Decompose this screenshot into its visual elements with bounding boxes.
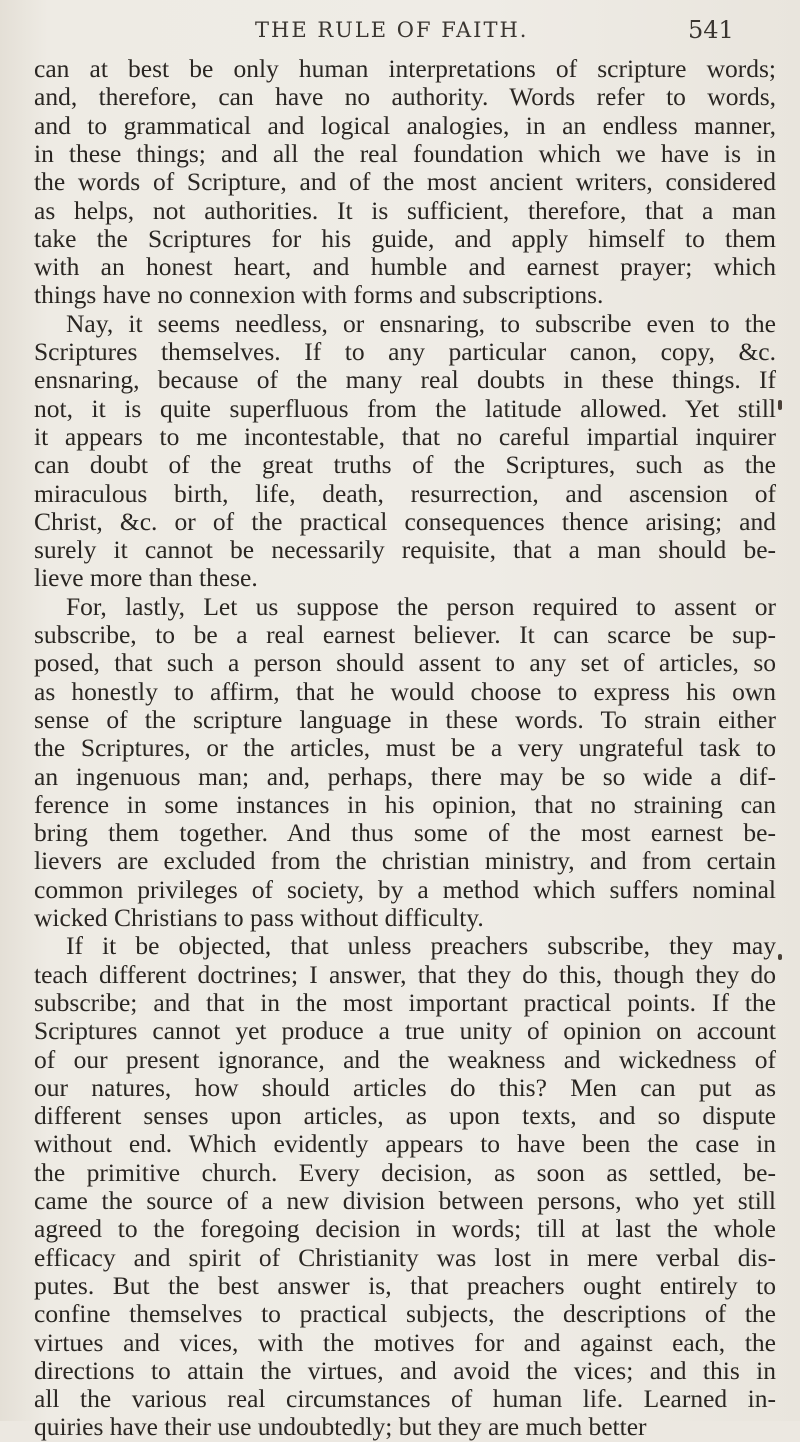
text-line: and to grammatical and logical analogies, in an endless manner, xyxy=(34,110,776,140)
text-line: ference in some instances in his opinion, that no straining can xyxy=(34,789,776,819)
text-line: putes. But the best answer is, that preachers ought entirely to xyxy=(34,1270,776,1300)
text-line: it appears to me incontestable, that no careful impartial inquirer xyxy=(34,421,776,451)
text-line: subscribe; and that in the most important practical points. If the xyxy=(34,987,776,1017)
text-line: wicked Christians to pass without difficulty. xyxy=(34,903,484,932)
text-line: Christ, &c. or of the practical consequences thence arising; and xyxy=(34,506,776,536)
text-line: all the various real circumstances of human life. Learned in- xyxy=(34,1384,776,1414)
text-line: lieve more than these. xyxy=(34,563,258,593)
text-line: directions to attain the virtues, and avoid the vices; and this in xyxy=(34,1355,776,1385)
text-line: For, lastly, Let us suppose the person required to assent or xyxy=(66,591,776,621)
margin-mark xyxy=(778,400,782,410)
text-line: take the Scriptures for his guide, and apply himself to them xyxy=(34,223,776,253)
text-line: Scriptures themselves. If to any particular canon, copy, &c. xyxy=(34,337,776,366)
running-title: THE RULE OF FAITH. xyxy=(255,18,529,42)
text-line: without end. Which evidently appears to have been the case in xyxy=(34,1129,776,1159)
text-line: If it be objected, that unless preachers subscribe, they may xyxy=(66,931,776,961)
text-line: Scriptures cannot yet produce a true unity of opinion on account xyxy=(34,1016,776,1046)
text-line: can at best be only human interpretations of scripture words; xyxy=(34,54,776,83)
margin-mark xyxy=(778,954,782,960)
text-line: different senses upon articles, as upon texts, and so dispute xyxy=(34,1101,776,1131)
text-line: surely it cannot be necessarily requisite, that a man should be- xyxy=(34,535,776,565)
text-line: agreed to the foregoing decision in words; till at last the whole xyxy=(34,1214,776,1244)
text-line: the words of Scripture, and of the most ancient writers, considered xyxy=(34,167,776,197)
text-line: miraculous birth, life, death, resurrection, and ascension of xyxy=(34,478,776,508)
text-line: quiries have their use undoubtedly; but they are much better xyxy=(34,1412,647,1442)
text-line: came the source of a new division between persons, who yet still xyxy=(34,1186,776,1215)
text-line: an ingenuous man; and, perhaps, there may be so wide a dif- xyxy=(34,761,776,791)
text-line: bring them together. And thus some of the most earnest be- xyxy=(34,818,776,848)
text-line: posed, that such a person should assent to any set of articles, so xyxy=(34,648,776,678)
text-line: as honestly to affirm, that he would choose to express his own xyxy=(34,676,776,706)
text-line: with an honest heart, and humble and earnest prayer; which xyxy=(34,252,776,282)
text-line: can doubt of the great truths of the Scriptures, such as the xyxy=(34,450,776,480)
text-line: as helps, not authorities. It is sufficient, therefore, that a man xyxy=(34,195,776,225)
text-line: the primitive church. Every decision, as soon as settled, be- xyxy=(34,1157,776,1187)
page-number: 541 xyxy=(688,16,734,44)
text-line: the Scriptures, or the articles, must be a very ungrateful task to xyxy=(34,733,776,763)
text-line: things have no connexion with forms and subscriptions. xyxy=(34,280,604,310)
text-line: not, it is quite superfluous from the latitude allowed. Yet still xyxy=(34,393,776,423)
text-line: subscribe, to be a real earnest believer. It can scarce be sup- xyxy=(34,620,776,649)
text-line: teach different doctrines; I answer, that they do this, though they do xyxy=(34,959,776,989)
text-line: sense of the scripture language in these words. To strain either xyxy=(34,704,776,734)
text-line: common privileges of society, by a method which suffers nominal xyxy=(34,874,776,904)
text-line: in these things; and all the real foundation which we have is in xyxy=(34,138,776,168)
text-line: efficacy and spirit of Christianity was lost in mere verbal dis- xyxy=(34,1242,776,1272)
text-line: and, therefore, can have no authority. Words refer to words, xyxy=(34,82,776,112)
text-line: virtues and vices, with the motives for and against each, the xyxy=(34,1327,776,1357)
text-line: of our present ignorance, and the weakness and wickedness of xyxy=(34,1044,776,1074)
text-line: our natures, how should articles do this? Men can put as xyxy=(34,1072,776,1102)
text-line: lievers are excluded from the christian ministry, and from certain xyxy=(34,846,776,876)
running-head xyxy=(0,12,800,46)
text-line: confine themselves to practical subjects, the descriptions of the xyxy=(34,1299,776,1329)
text-line: ensnaring, because of the many real doubts in these things. If xyxy=(34,365,776,395)
text-line: Nay, it seems needless, or ensnaring, to subscribe even to the xyxy=(66,308,776,338)
